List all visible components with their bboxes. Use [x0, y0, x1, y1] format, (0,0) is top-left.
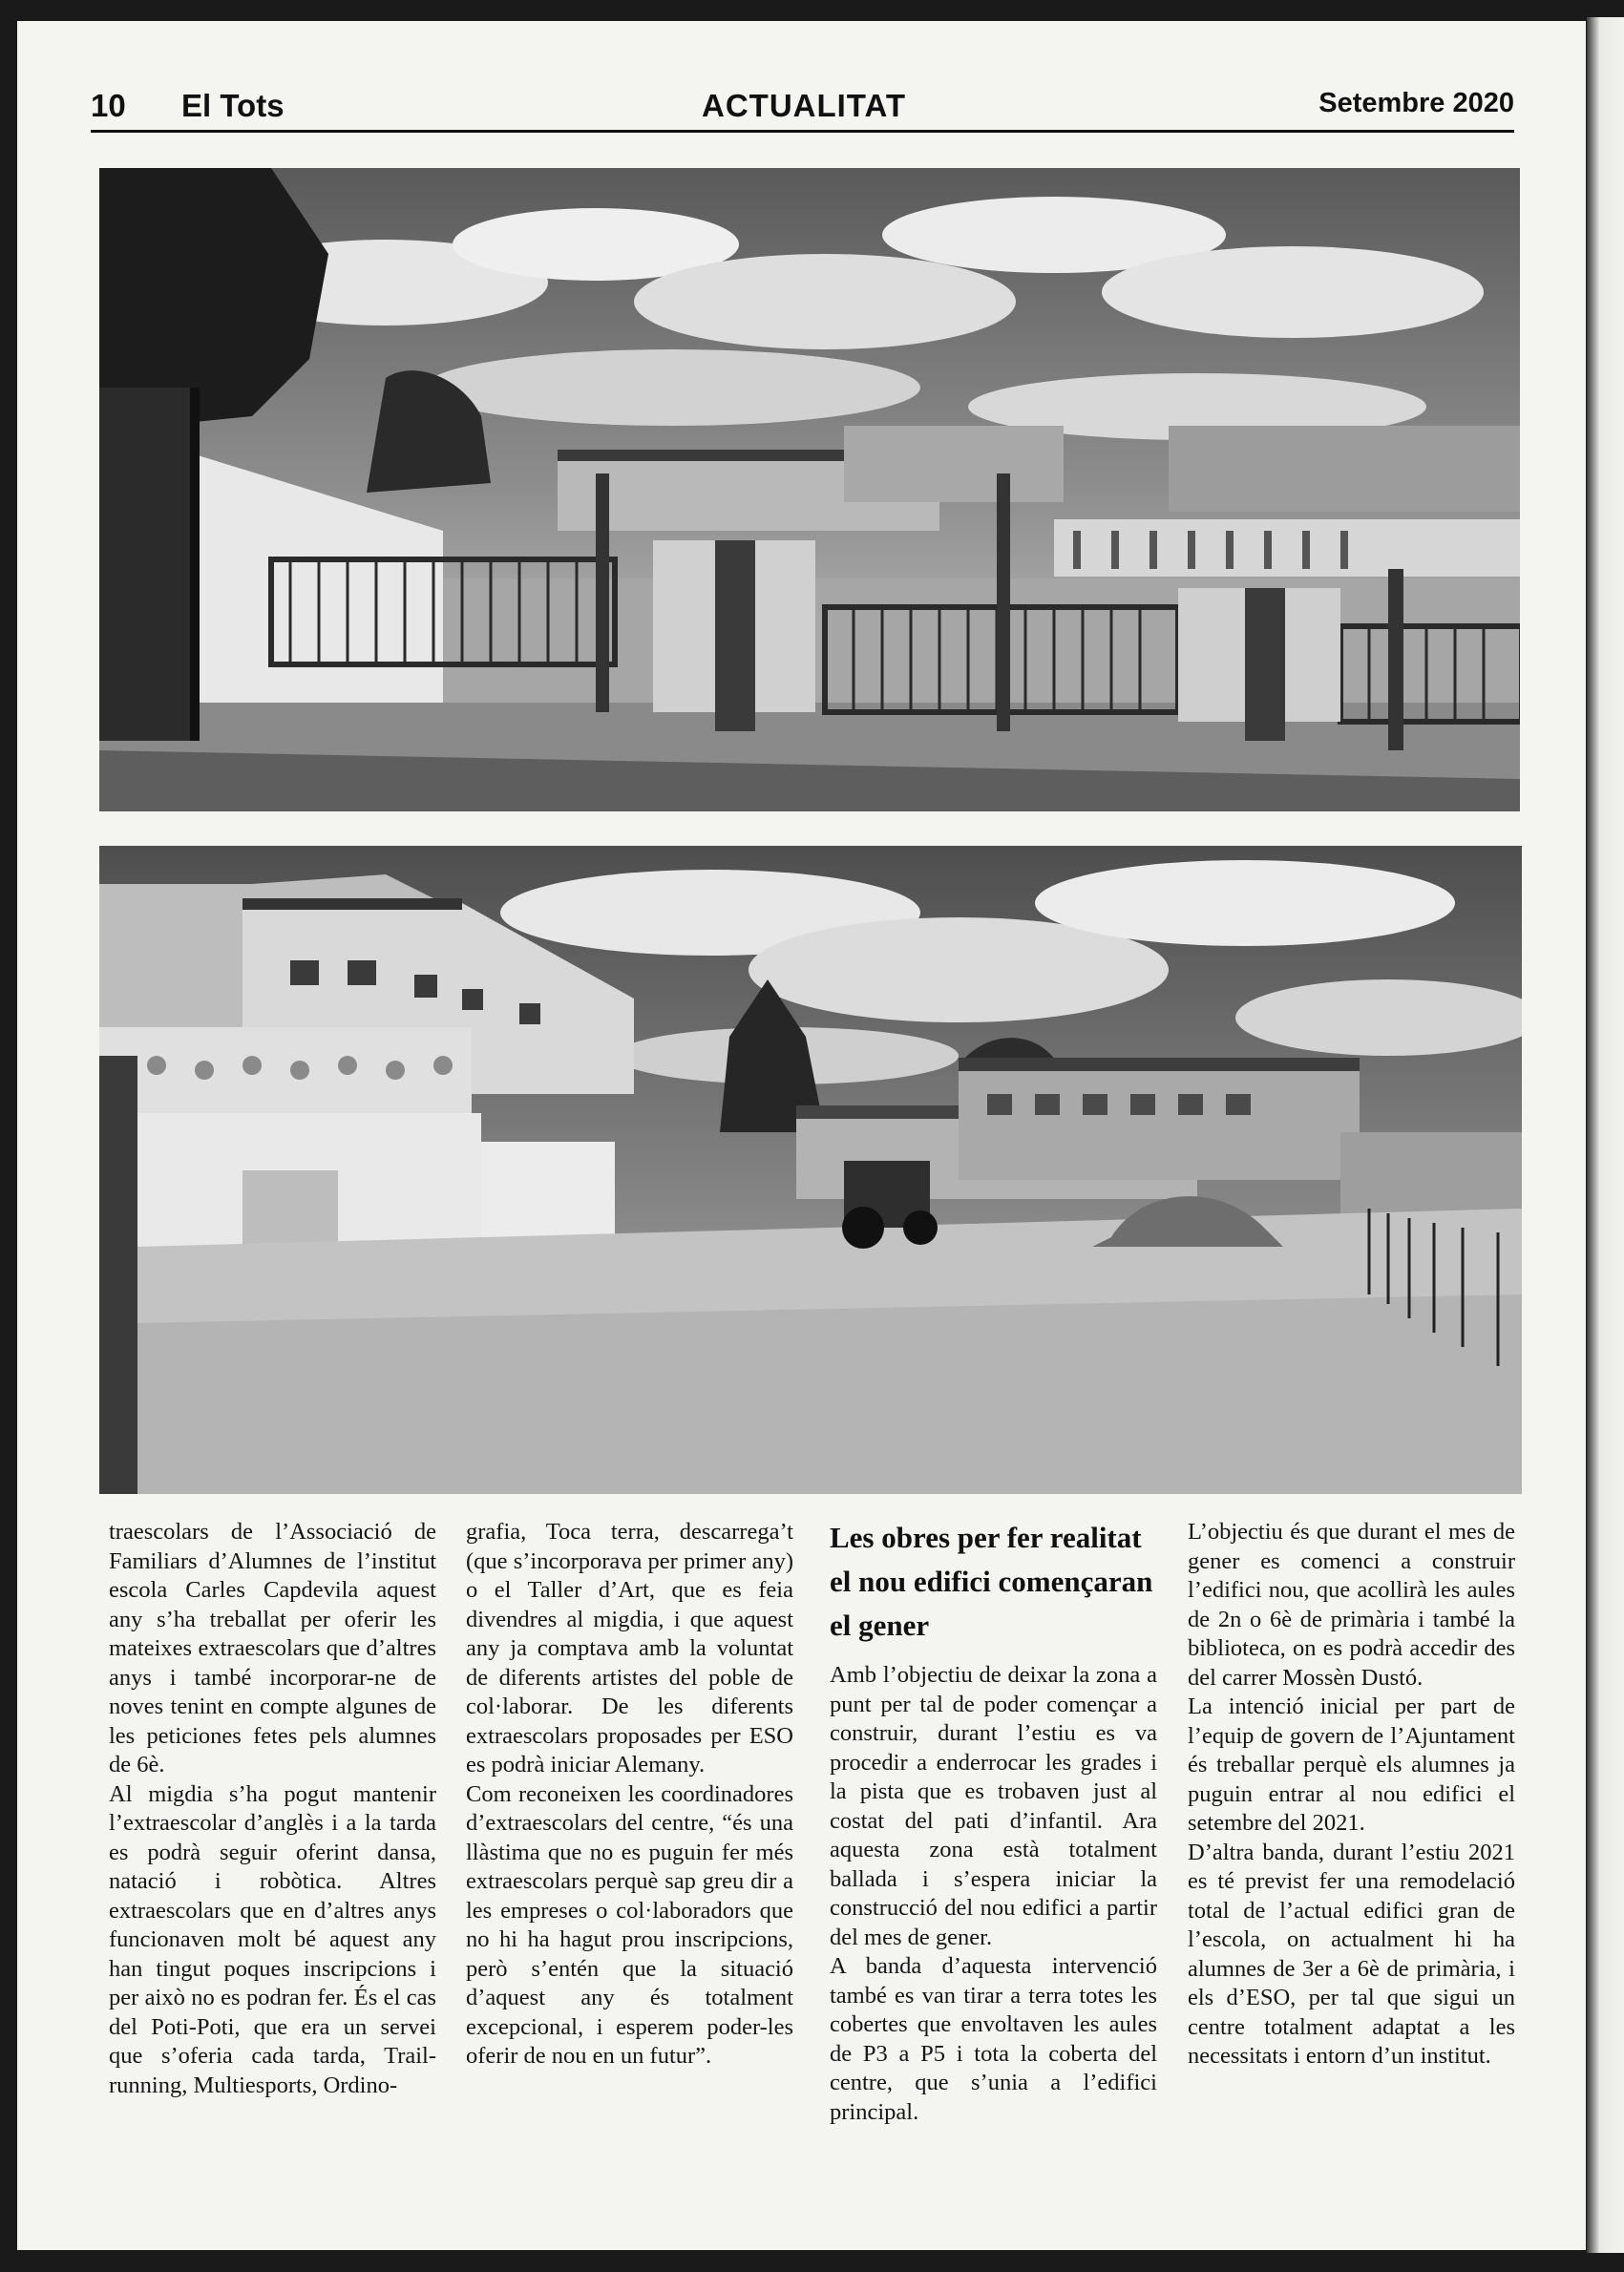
article-paragraph: L’objectiu és que durant el mes de gener es comenci a construir l’edifici nou, que acollirà les aules de 2n o 6è de primària i també la biblioteca, on es podrà accedir des del carrer Mossèn Dustó.: [1188, 1519, 1515, 1691]
article-paragraph: traescolars de l’Associació de Familiars d’Alumnes de l’institut escola Carles Capdevila aquest any s’ha treballat per oferir les mateixes extraescolars que d’altres anys i també incorporar-ne de noves tenint en compte algunes de les peticiones fetes pels alumnes de 6è.: [109, 1519, 436, 1778]
publication-name: El Tots: [181, 88, 285, 123]
article-paragraph: Al migdia s’ha pogut mantenir l’extraescolar d’anglès i a la tarda es podrà seguir oferint dansa, natació i robòtica. Altres extraescolars que en d’altres anys funcionaven molt bé aquest any han tingut poques inscripcions i per això no es podran fer. És el cas del Poti-Poti, que era un servei que s’oferia cada tarda, Trail-running, Multiesports, Ordino-: [109, 1780, 436, 2098]
issue-date: Setembre 2020: [1318, 88, 1514, 118]
article-headline: Les obres per fer realitat el nou edifici començaran el gener: [830, 1521, 1153, 1642]
header-rule: [91, 130, 1514, 133]
article-paragraph: D’altra banda, durant l’estiu 2021 es té previst fer una remodelació total de l’actual edifici gran de l’escola, on actualment hi ha alumnes de 3er a 6è de primària, i els d’ESO, per tal que sigui un centre totalment adaptat a les necessitats i entorn d’un institut.: [1188, 1839, 1515, 2069]
article-paragraph: Amb l’objectiu de deixar la zona a punt per tal de poder començar a construir, durant l’estiu es va procedir a enderrocar les grades i la pista que es trobaven just al costat del pati d’infantil. Ara aquesta zona està totalment ballada i s’espera iniciar la construcció del nou edifici a partir del mes de gener.: [830, 1662, 1157, 1950]
demolition-site-photo: [99, 846, 1522, 1494]
page-fold-edge: [1587, 17, 1624, 2253]
article-column-1: [109, 1518, 436, 2100]
article-column-2: [466, 1518, 793, 2072]
article-paragraph: La intenció inicial per part de l’equip de govern de l’Ajuntament és treballar perquè els alumnes ja puguin entrar al nou edifici el setembre del 2021.: [1188, 1693, 1515, 1836]
page-number: 10: [91, 88, 126, 123]
article-paragraph: Com reconeixen les coordinadores d’extraescolars del centre, “és una llàstima que no es puguin fer més extraescolars perquè sap greu dir a les empreses o col·laboradors que no hi ha hagut prou inscripcions, però s’entén que la situació d’aquest any és totalment excepcional, i esperem poder-les oferir de nou en un futur”.: [466, 1780, 793, 2069]
article-column-4: [1188, 1518, 1515, 2072]
page-header: [91, 88, 1514, 132]
article-paragraph: A banda d’aquesta intervenció també es van tirar a terra totes les cobertes que envoltaven les aules de P3 a P5 i tota la coberta del centre, que s’unia a l’edifici principal.: [830, 1953, 1157, 2125]
article-column-3: [830, 1516, 1157, 2127]
section-title: ACTUALITAT: [702, 88, 907, 123]
article-paragraph: grafia, Toca terra, descarrega’t (que s’incorporava per primer any) o el Taller d’Art, que es feia divendres al migdia, i que aquest any ja comptava amb la voluntat de diferents artistes del poble de col·laborar. De les diferents extraescolars proposades per ESO es podrà iniciar Alemany.: [466, 1519, 793, 1778]
school-fence-photo: [99, 168, 1520, 811]
